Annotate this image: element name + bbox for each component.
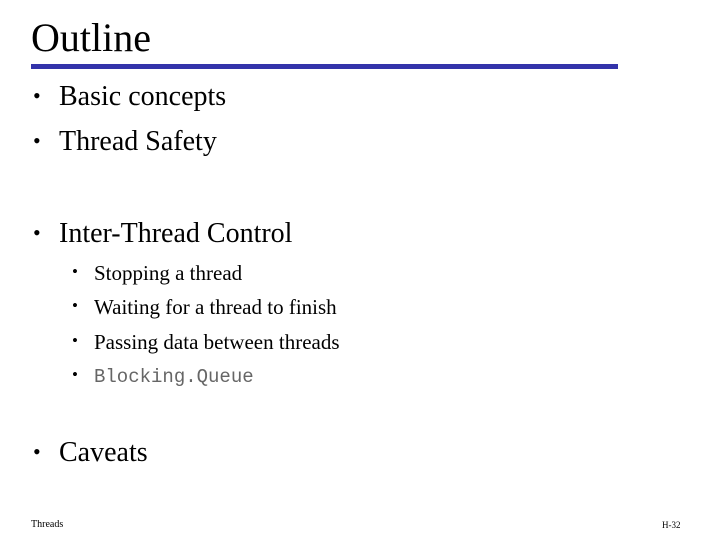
sub-bullet-icon: • — [72, 331, 78, 350]
sub-bullet-icon: • — [72, 365, 78, 384]
sub-bullet-stopping-thread: Stopping a thread — [94, 261, 243, 285]
title-underline — [31, 64, 618, 69]
bullet-caveats: Caveats — [59, 437, 148, 468]
sub-bullet-waiting-thread: Waiting for a thread to finish — [94, 295, 337, 319]
slide-title: Outline — [31, 15, 151, 60]
sub-bullet-passing-data: Passing data between threads — [94, 330, 340, 354]
bullet-icon: • — [33, 439, 41, 464]
footer-course-label: Threads — [31, 519, 64, 530]
sub-bullet-icon: • — [72, 296, 78, 315]
bullet-thread-safety: Thread Safety — [59, 126, 217, 157]
bullet-basic-concepts: Basic concepts — [59, 81, 227, 112]
bullet-icon: • — [33, 83, 41, 108]
bullet-icon: • — [33, 220, 41, 245]
bullet-icon: • — [33, 128, 41, 153]
footer-page-number: H-32 — [662, 520, 681, 530]
sub-bullet-blocking-queue: Blocking.Queue — [94, 366, 254, 388]
sub-bullet-icon: • — [72, 262, 78, 281]
bullet-inter-thread-control: Inter-Thread Control — [59, 218, 293, 249]
